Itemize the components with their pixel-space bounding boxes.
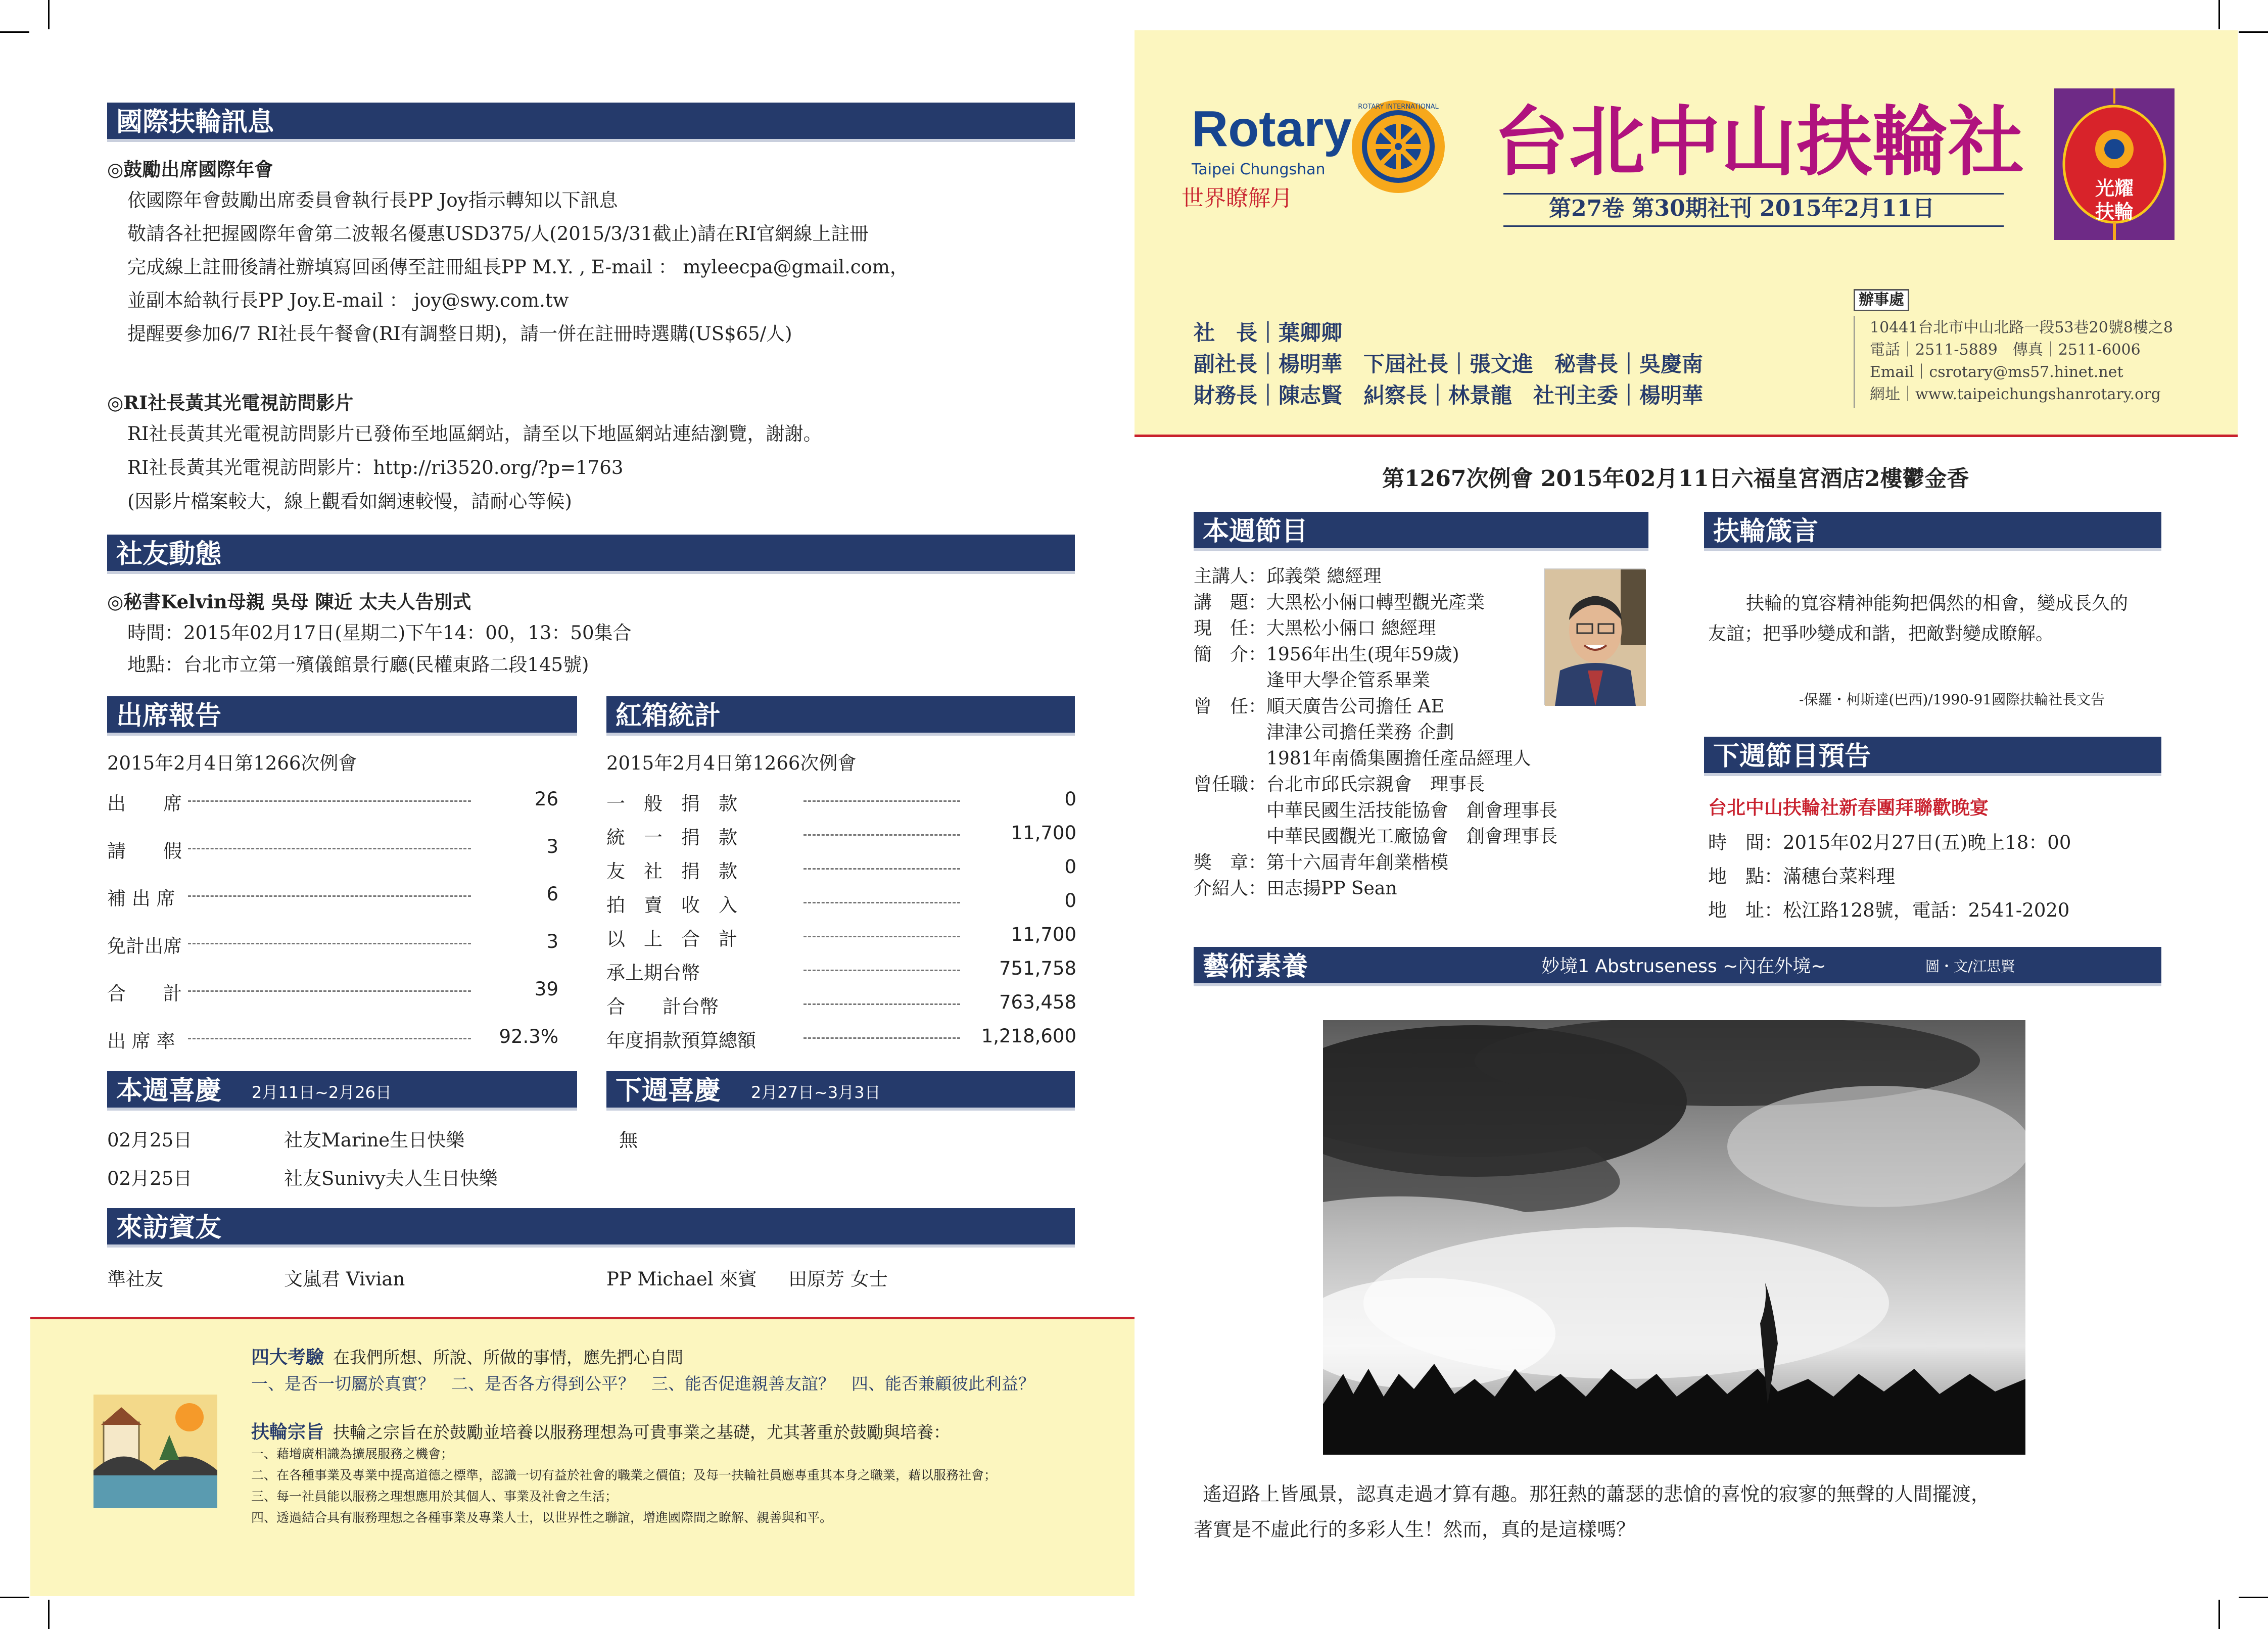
intl-item2-heading: ◎RI社長黃其光電視訪問影片 [107,392,354,414]
theme-month: 世界瞭解月 [1182,185,1293,211]
bridge-illustration [93,1395,217,1508]
attendance-meeting: 2015年2月4日第1266次例會 [107,752,357,774]
redbox-value: 751,758 [999,957,1076,979]
redbox-label: 拍 賣 收 入 [606,894,737,916]
redbox-value: 0 [1064,890,1076,912]
meeting-line: 第1267次例會 2015年02月11日六福皇宮酒店2樓鬱金香 [1382,466,1969,492]
redbox-value: 0 [1064,856,1076,878]
motto-line: 友誼；把爭吵變成和諧，把敵對變成瞭解。 [1708,624,2054,644]
motto-source: -保羅・柯斯達(巴西)/1990-91國際扶輪社長文告 [1799,691,2105,708]
section-header-redbox: 紅箱統計 [606,696,1075,736]
redbox-leader [804,1003,960,1005]
program-line: 津津公司擔任業務 企劃 [1194,722,1454,743]
office-rule [1854,316,1855,408]
intl-item1-heading: ◎鼓勵出席國際年會 [107,158,273,180]
section-header-art: 藝術素養 妙境1 Abstruseness ~內在外境~ 圖・文/江思賢 [1194,947,2161,986]
officer-line: 副社長｜楊明華 下屆社長｜張文進 秘書長｜吳慶南 [1194,352,1704,376]
program-line: 介紹人：田志揚PP Sean [1194,878,1397,899]
crop-mark [0,31,29,33]
guest-item: 準社友 [107,1268,163,1290]
crop-mark [2218,1600,2220,1629]
office-line: 網址｜www.taipeichungshanrotary.org [1870,386,2161,403]
program-line: 曾任職：台北市邱氏宗親會 理事長 [1194,774,1485,795]
object-line: 四、透過結合具有服務理想之各種事業及專業人士，以世界性之聯誼，增進國際間之瞭解、親善與和平。 [251,1510,833,1525]
attendance-leader [188,848,471,849]
section-header-motto: 扶輪箴言 [1704,512,2161,551]
crop-mark [0,1597,29,1598]
attendance-leader [188,1038,471,1039]
crop-mark [48,0,50,29]
program-line: 中華民國生活技能協會 創會理事長 [1194,800,1558,821]
redbox-label: 統 一 捐 款 [606,827,737,848]
next-line: 地 址：松江路128號，電話：2541-2020 [1708,899,2070,921]
next-line: 時 間：2015年02月27日(五)晚上18：00 [1708,832,2071,853]
attendance-leader [188,990,471,992]
intl-item1-line: 並副本給執行長PP Joy.E-mail ： joy@swy.com.tw [127,290,569,311]
office-line: 電話｜2511-5889 傳真｜2511-6006 [1870,341,2141,359]
redbox-leader [804,936,960,937]
program-line: 中華民國觀光工廠協會 創會理事長 [1194,826,1558,847]
intl-item1-line: 提醒要參加6/7 RI社長午餐會(RI有調整日期)，請一併在註冊時選購(US$65/人) [127,323,792,345]
masthead-divider [1135,435,2238,437]
celebrate-date: 02月25日 [107,1129,193,1151]
celebrate-text: 社友Marine生日快樂 [284,1129,465,1151]
section-header-next: 下週節目預告 [1704,737,2161,776]
section-header-intl: 國際扶輪訊息 [107,103,1075,142]
office-line: Email｜csrotary@ms57.hinet.net [1870,363,2123,381]
program-line: 獎 章：第十六屆青年創業楷模 [1194,852,1449,873]
section-header-celebrate-next: 下週喜慶 2月27日~3月3日 [606,1071,1075,1111]
celebrate-text: 社友Sunivy夫人生日快樂 [284,1168,498,1189]
next-line: 地 點：滿穗台菜料理 [1708,866,1895,887]
redbox-leader [804,834,960,836]
redbox-value: 11,700 [1011,822,1076,844]
art-credit: 圖・文/江思賢 [1925,958,2015,975]
redbox-value: 1,218,600 [981,1025,1076,1047]
object-line: 一、藉增廣相識為擴展服務之機會； [251,1447,454,1461]
speaker-portrait [1545,569,1646,706]
crop-mark [2239,31,2268,33]
program-line: 現 任：大黑松小倆口 總經理 [1194,618,1436,639]
issue-line: 第27卷 第30期社刊 2015年2月11日 [1549,196,1935,221]
attendance-value: 3 [546,931,558,952]
program-line: 主講人：邱義榮 總經理 [1194,566,1382,587]
program-line: 1981年南僑集團擔任產品經理人 [1194,748,1531,769]
intl-item2-line: (因影片檔案較大，線上觀看如網速較慢，請耐心等候) [127,491,572,512]
attendance-value: 39 [534,978,558,1000]
section-header-celebrate-this: 本週喜慶 2月11日~2月26日 [107,1071,577,1111]
redbox-label: 以 上 合 計 [606,928,737,950]
members-line: 地點：台北市立第一殯儀館景行廳(民權東路二段145號) [127,654,589,676]
redbox-value: 763,458 [999,991,1076,1013]
celebrate-date: 02月25日 [107,1168,193,1189]
members-line: 時間：2015年02月17日(星期二)下午14：00，13：50集合 [127,622,632,644]
rotary-wheel-icon [1350,99,1446,195]
office-line: 10441台北市中山北路一段53巷20號8樓之8 [1870,319,2173,337]
program-line: 曾 任：順天廣告公司擔任 AE [1194,696,1444,717]
members-heading: ◎秘書Kelvin母親 吳母 陳近 太夫人告別式 [107,591,471,613]
redbox-meeting: 2015年2月4日第1266次例會 [606,752,857,774]
attendance-value: 92.3% [499,1026,558,1047]
guest-item: 文嵐君 Vivian [284,1268,405,1290]
four-way-test-questions: 一、是否一切屬於真實？ 二、是否各方得到公平？ 三、能否促進親善友誼？ 四、能否兼顧彼此利益？ [251,1374,1035,1394]
office-label: 辦事處 [1854,289,1909,311]
section-header-members: 社友動態 [107,535,1075,574]
redbox-value: 11,700 [1011,924,1076,945]
attendance-label: 補 出 席 [107,888,175,909]
rotary-subname: Taipei Chungshan [1192,161,1326,178]
crop-mark [2239,1597,2268,1598]
redbox-leader [804,902,960,903]
officer-line: 社 長｜葉卿卿 [1194,320,1343,345]
intl-item2-line: RI社長黃其光電視訪問影片已發佈至地區網站，請至以下地區網站連結瀏覽，謝謝。 [127,423,822,445]
four-way-test-title: 四大考驗 [251,1347,324,1368]
redbox-label: 合 計台幣 [606,996,719,1018]
program-line: 逢甲大學企管系畢業 [1194,670,1431,691]
attendance-label: 請 假 [107,840,182,862]
speaker-photo [1544,568,1645,705]
section-header-program: 本週節目 [1194,512,1648,551]
celebrate-next-text: 無 [619,1129,638,1151]
art-paragraph: 遙迢路上皆風景，認真走過才算有趣。那狂熱的蕭瑟的悲愴的喜悅的寂寥的無聲的人間擺渡， [1203,1483,1991,1505]
guest-item: PP Michael 來賓 [606,1268,757,1290]
badge-top-text: 光耀 [2095,177,2134,200]
attendance-leader [188,943,471,944]
intl-item1-line: 依國際年會鼓勵出席委員會執行長PP Joy指示轉知以下訊息 [127,189,618,211]
attendance-value: 26 [534,788,558,810]
redbox-label: 友 社 捐 款 [606,860,737,882]
next-event: 台北中山扶輪社新春團拜聯歡晚宴 [1708,796,1989,819]
art-subtitle: 妙境1 Abstruseness ~內在外境~ [1541,956,1826,977]
artwork-photo [1323,1020,2025,1455]
object-intro: 扶輪之宗旨在於鼓勵並培養以服務理想為可貴事業之基礎，尤其著重於鼓勵與培養： [333,1422,951,1442]
object-line: 三、每一社員能以服務之理想應用於其個人、事業及社會之生活； [251,1489,618,1504]
guest-item: 田原芳 女士 [788,1268,888,1290]
lantern-badge [2054,88,2175,240]
crop-mark [2218,0,2220,29]
section-header-guests: 來訪賓友 [107,1208,1075,1248]
issue-rule-bottom [1503,225,2004,227]
redbox-leader [804,868,960,870]
seal-ring-text: ROTARY INTERNATIONAL [1358,103,1439,111]
object-title: 扶輪宗旨 [251,1421,324,1443]
object-line: 二、在各種事業及專業中提高道德之標準，認識一切有益於社會的職業之價值；及每一扶輪社員應專重其本身之職業，藉以服務社會； [251,1468,997,1482]
program-line: 簡 介：1956年出生(現年59歲) [1194,644,1459,665]
program-line: 講 題：大黑松小倆口轉型觀光產業 [1194,592,1485,613]
redbox-label: 年度捐款預算總額 [606,1030,756,1051]
attendance-label: 免計出席 [107,935,182,957]
redbox-leader [804,1037,960,1039]
attendance-leader [188,800,471,802]
attendance-label: 合 計 [107,983,182,1004]
redbox-leader [804,970,960,971]
crop-mark [48,1600,50,1629]
badge-bottom-text: 扶輪 [2095,201,2134,223]
attendance-leader [188,895,471,897]
attendance-label: 出 席 [107,793,182,814]
four-way-test-intro: 在我們所想、所說、所做的事情，應先捫心自問 [333,1348,684,1367]
attendance-label: 出 席 率 [107,1030,175,1052]
art-paragraph: 著實是不虛此行的多彩人生！然而，真的是這樣嗎？ [1194,1518,1636,1541]
rotary-wordmark: Rotary [1192,101,1352,157]
club-title: 台北中山扶輪社 [1493,99,2024,186]
redbox-label: 承上期台幣 [606,962,700,984]
motto-line: 扶輪的寬容精神能夠把偶然的相會，變成長久的 [1746,593,2129,614]
intl-item1-line: 完成線上註冊後請社辦填寫回函傳至註冊組長PP M.Y. , E-mail ： myleecpa@gmail.com， [127,256,909,278]
intl-item1-line: 敬請各社把握國際年會第二波報名優惠USD375/人(2015/3/31截止)請在RI官網線上註冊 [127,223,869,245]
redbox-label: 一 般 捐 款 [606,793,737,814]
redbox-leader [804,800,960,802]
section-header-attendance: 出席報告 [107,696,577,736]
attendance-value: 6 [546,883,558,905]
intl-item2-line: RI社長黃其光電視訪問影片：http://ri3520.org/?p=1763 [127,457,624,478]
redbox-value: 0 [1064,788,1076,810]
officer-line: 財務長｜陳志賢 糾察長｜林景龍 社刊主委｜楊明華 [1194,383,1704,408]
attendance-value: 3 [546,836,558,857]
